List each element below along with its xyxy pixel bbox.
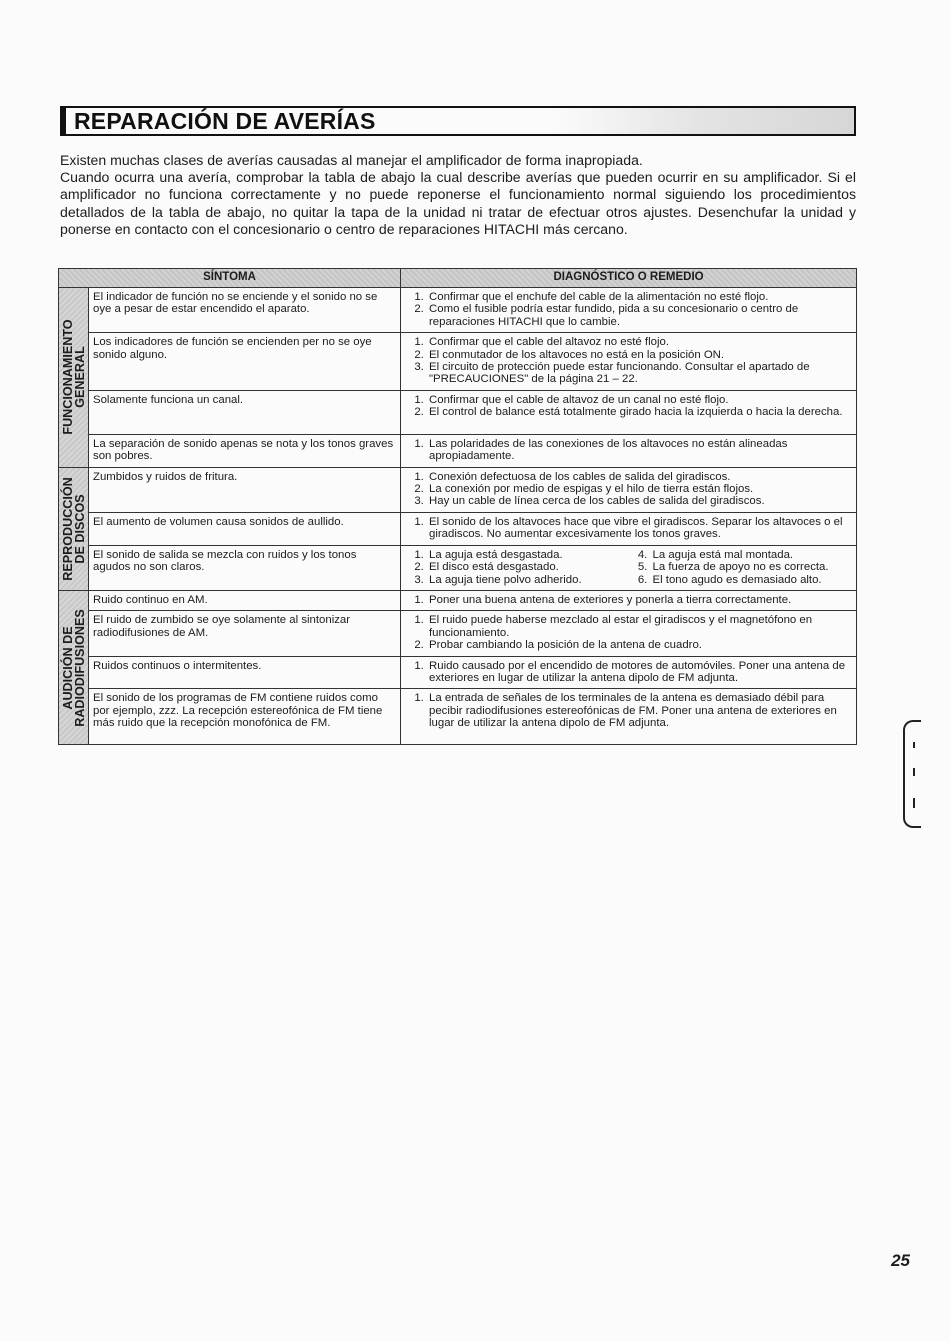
section-label-line: GENERAL — [72, 346, 87, 409]
section-label-line: AUDICIÓN DE — [60, 626, 75, 710]
symptom-cell: Ruidos continuos o intermitentes. — [89, 656, 401, 689]
intro-paragraph-1: Existen muchas clases de averías causadas al manejar el amplificador de forma inapropiada. — [60, 152, 643, 168]
symptom-cell: Ruido continuo en AM. — [89, 590, 401, 610]
remedy-cell — [401, 333, 857, 391]
symptom-cell: El ruido de zumbido se oye solamente al sintonizar radiodifusiones de AM. — [89, 611, 401, 656]
remedy-item: 4. La aguja está mal montada. — [651, 549, 853, 561]
remedy-item: 6. El tono agudo es demasiado alto. — [651, 574, 853, 586]
symptom-cell: Los indicadores de función se encienden per no se oye sonido alguno. — [89, 333, 401, 391]
remedy-item: 1. Confirmar que el enchufe del cable de la alimentación no esté flojo. — [427, 291, 852, 303]
section-label-radio — [59, 590, 89, 744]
table-row — [59, 590, 857, 610]
table-row — [59, 545, 857, 590]
remedy-item: 1. Poner una buena antena de exteriores y ponerla a tierra correctamente. — [427, 594, 852, 606]
remedy-cell — [401, 467, 857, 512]
remedy-item: 3. La aguja tiene polvo adherido. — [427, 574, 629, 586]
table-row — [59, 333, 857, 391]
remedy-item: 2. El disco está desgastado. — [427, 561, 629, 573]
remedy-item: 1. Ruido causado por el encendido de motores de automóviles. Poner una antena de exteriores en lugar de utilizar la antena dipolo de FM adjunta. — [427, 660, 852, 685]
remedy-item: 2. El control de balance está totalmente girado hacia la izquierda o hacia la derecha. — [427, 406, 852, 418]
remedy-cell — [401, 434, 857, 467]
remedy-item: 2. Probar cambiando la posición de la antena de cuadro. — [427, 639, 852, 651]
symptom-cell: El sonido de los programas de FM contiene ruidos como por ejemplo, zzz. La recepción estereofónica de FM tiene más ruido que la recepción monofónica de FM. — [89, 689, 401, 745]
table-row — [59, 467, 857, 512]
remedy-cell — [401, 590, 857, 610]
section-label-line: RADIODIFUSIONES — [72, 608, 87, 727]
table-row — [59, 611, 857, 656]
remedy-cell — [401, 288, 857, 333]
remedy-cell — [401, 689, 857, 745]
remedy-item: 1. Confirmar que el cable de altavoz de un canal no esté flojo. — [427, 394, 852, 406]
title-box — [60, 106, 856, 136]
remedy-item: 2. La conexión por medio de espigas y el hilo de tierra están flojos. — [427, 483, 852, 495]
table-header-row — [59, 269, 857, 288]
section-label-discos — [59, 467, 89, 590]
remedy-item: 1. El ruido puede haberse mezclado al estar el giradiscos y el magnetófono en funcionamiento. — [427, 614, 852, 639]
symptom-cell: Solamente funciona un canal. — [89, 390, 401, 434]
symptom-cell: La separación de sonido apenas se nota y los tonos graves son pobres. — [89, 434, 401, 467]
remedy-cell — [401, 611, 857, 656]
remedy-item: 3. Hay un cable de línea cerca de los cables de salida del giradiscos. — [427, 495, 852, 507]
remedy-item: 2. El conmutador de los altavoces no está en la posición ON. — [427, 349, 852, 361]
section-label-line: DE DISCOS — [72, 494, 87, 564]
symptom-cell: El aumento de volumen causa sonidos de aullido. — [89, 512, 401, 545]
margin-bracket — [903, 720, 921, 828]
table-row — [59, 288, 857, 333]
remedy-cell — [401, 390, 857, 434]
troubleshooting-table — [58, 268, 857, 745]
table-row — [59, 512, 857, 545]
intro-text — [60, 152, 856, 238]
table-row — [59, 434, 857, 467]
section-label-general — [59, 288, 89, 468]
remedy-cell — [401, 512, 857, 545]
remedy-item: 2. Como el fusible podría estar fundido, pida a su concesionario o centro de reparaciones HITACHI que lo cambie. — [427, 303, 852, 328]
remedy-cell — [401, 656, 857, 689]
table-row — [59, 689, 857, 745]
remedy-item: 1. Las polaridades de las conexiones de los altavoces no están alineadas apropiadamente. — [427, 438, 852, 463]
table-row — [59, 656, 857, 689]
remedy-item: 1. Confirmar que el cable del altavoz no esté flojo. — [427, 336, 852, 348]
section-label-line: REPRODUCCIÓN — [60, 477, 75, 581]
table-row — [59, 390, 857, 434]
page-title: REPARACIÓN DE AVERÍAS — [74, 108, 376, 134]
symptom-cell: Zumbidos y ruidos de fritura. — [89, 467, 401, 512]
intro-paragraph-2: Cuando ocurra una avería, comprobar la tabla de abajo la cual describe averías que pueden ocurrir en su amplificador. Si el amplificador no funciona correctamente y no puede reponerse el funcionamiento normal siguiendo los procedimientos detallados de la tabla de abajo, no quitar la tapa de la unidad ni tratar de efectuar otros ajustes. Desenchufar la unidad y ponerse en contacto con el concesionario o centro de reparaciones HITACHI más cercano. — [60, 169, 856, 237]
page-number: 25 — [891, 1251, 910, 1270]
header-remedy: DIAGNÓSTICO O REMEDIO — [401, 269, 857, 288]
remedy-item: 1. La entrada de señales de los terminales de la antena es demasiado débil para pecibir radiodifusiones estereofónicas de FM. Poner una antena de exteriores en lugar de utilizar la antena dipolo de FM adjunta. — [427, 692, 852, 729]
section-label-line: FUNCIONAMIENTO — [60, 319, 75, 435]
symptom-cell: El sonido de salida se mezcla con ruidos y los tonos agudos no son claros. — [89, 545, 401, 590]
header-symptom: SÍNTOMA — [59, 269, 401, 288]
remedy-item: 1. La aguja está desgastada. — [427, 549, 629, 561]
remedy-cell — [401, 545, 857, 590]
symptom-cell: El indicador de función no se enciende y el sonido no se oye a pesar de estar encendido el aparato. — [89, 288, 401, 333]
remedy-item: 1. Conexión defectuosa de los cables de salida del giradiscos. — [427, 471, 852, 483]
remedy-item: 1. El sonido de los altavoces hace que vibre el giradiscos. Separar los altavoces o el giradiscos. No aumentar excesivamente los tonos graves. — [427, 516, 852, 541]
remedy-item: 5. La fuerza de apoyo no es correcta. — [651, 561, 853, 573]
remedy-item: 3. El circuito de protección puede estar funcionando. Consultar el apartado de "PRECAUCIONES" de la página 21 – 22. — [427, 361, 852, 386]
